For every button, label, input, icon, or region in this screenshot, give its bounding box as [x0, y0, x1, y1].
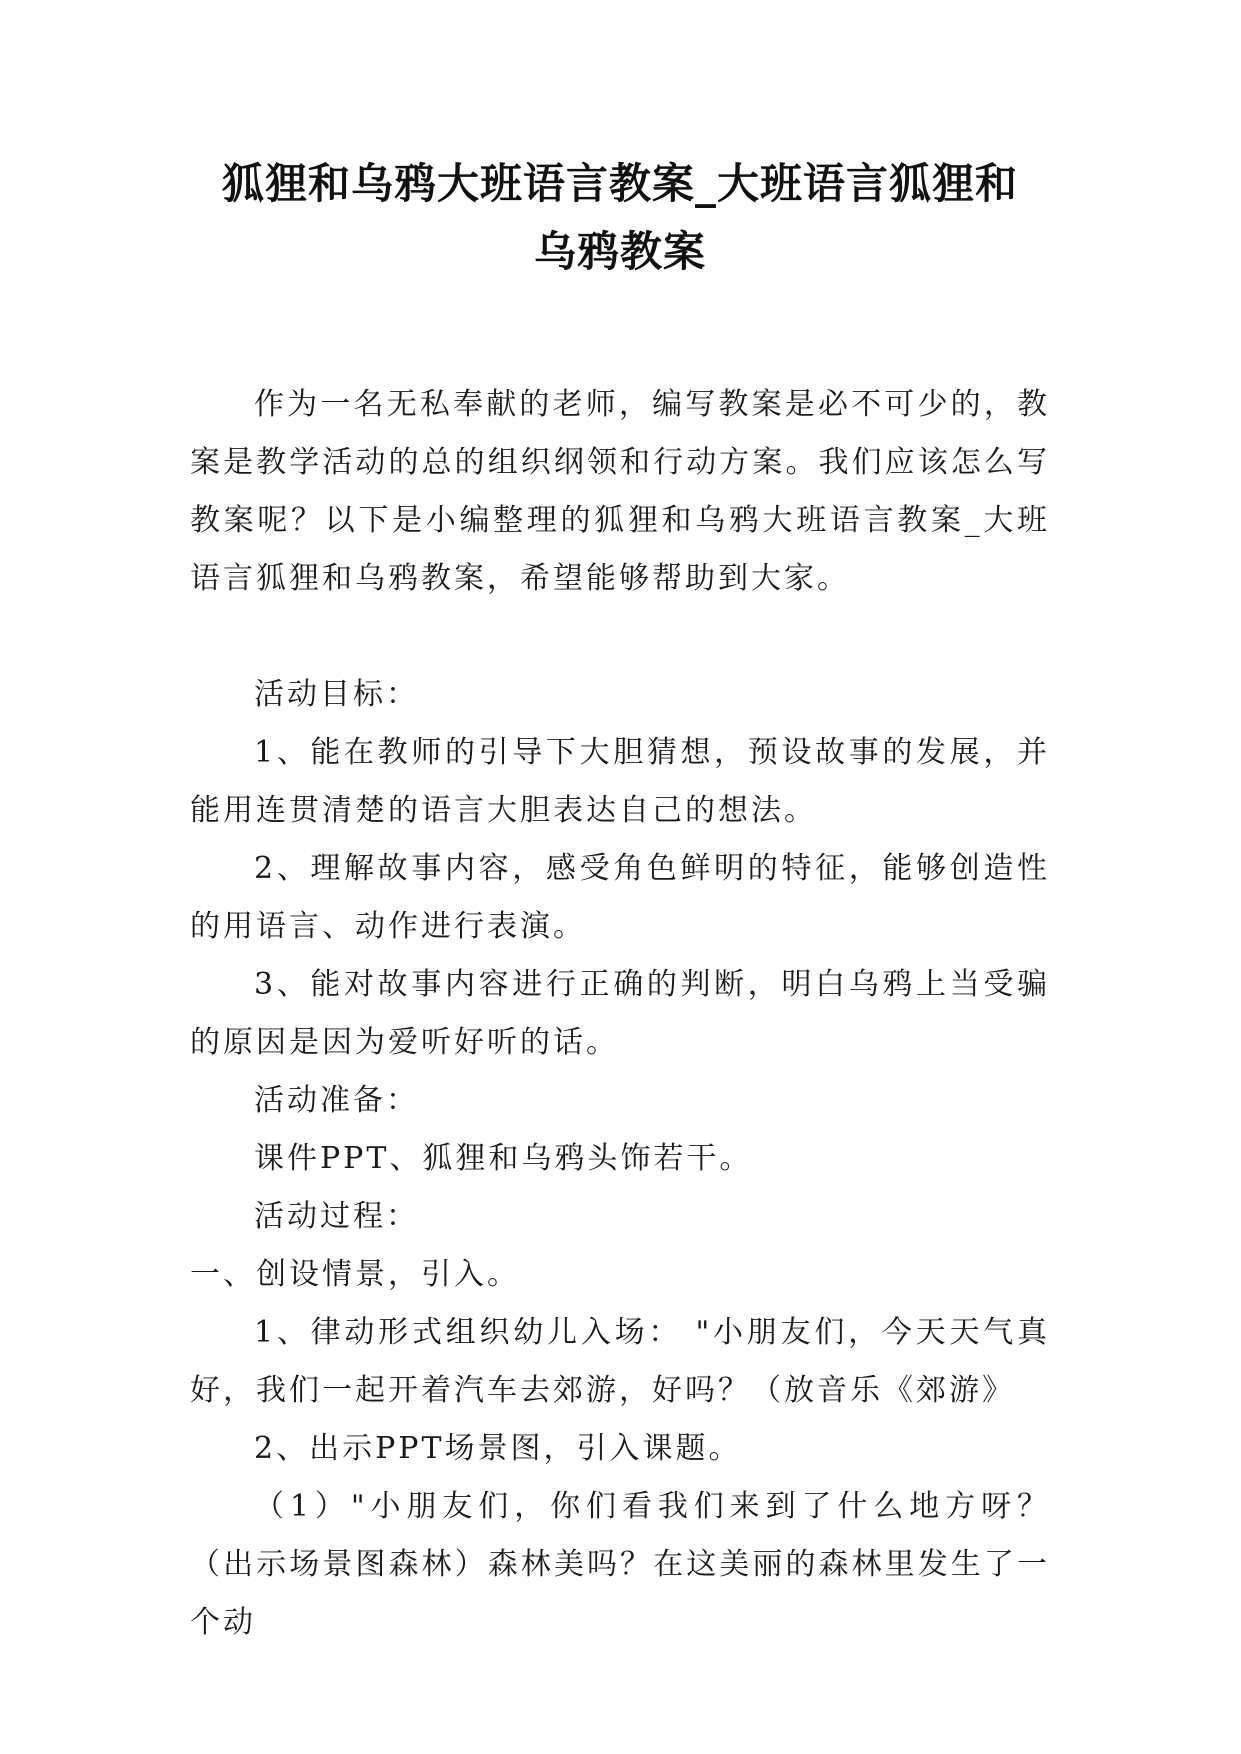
document-body: [190, 376, 1050, 1652]
section-1-heading: 一、创设情景，引入。: [190, 1257, 520, 1292]
document-page: [190, 150, 1050, 1652]
prep-text: 课件PPT、狐狸和乌鸦头饰若干。: [254, 1141, 753, 1176]
step-item-3: （1）"小朋友们，你们看我们来到了什么地方呀？（出示场景图森林）森林美吗？在这美丽的森林里发生了一个动: [190, 1489, 1050, 1640]
goal-item-3: 3、能对故事内容进行正确的判断，明白乌鸦上当受骗的原因是因为爱听好听的话。: [190, 967, 1050, 1060]
process-heading: 活动过程：: [254, 1199, 419, 1234]
title-line-1: 狐狸和乌鸦大班语言教案_大班语言狐狸和: [221, 159, 1018, 208]
goals-heading: 活动目标：: [254, 677, 419, 712]
goal-item-1: 1、能在教师的引导下大胆猜想，预设故事的发展，并能用连贯清楚的语言大胆表达自己的想法。: [190, 735, 1050, 828]
document-title: [190, 150, 1050, 286]
goal-item-2: 2、理解故事内容，感受角色鲜明的特征，能够创造性的用语言、动作进行表演。: [190, 851, 1050, 944]
step-item-1: 1、律动形式组织幼儿入场： "小朋友们，今天天气真好，我们一起开着汽车去郊游，好吗？（放音乐《郊游》: [190, 1315, 1050, 1408]
intro-paragraph: 作为一名无私奉献的老师，编写教案是必不可少的，教案是教学活动的总的组织纲领和行动方案。我们应该怎么写教案呢？以下是小编整理的狐狸和乌鸦大班语言教案_大班语言狐狸和乌鸦教案，希望能够帮助到大家。: [190, 387, 1050, 596]
title-line-2: 乌鸦教案: [533, 227, 706, 276]
prep-heading: 活动准备：: [254, 1083, 419, 1118]
step-item-2: 2、出示PPT场景图，引入课题。: [254, 1431, 742, 1466]
